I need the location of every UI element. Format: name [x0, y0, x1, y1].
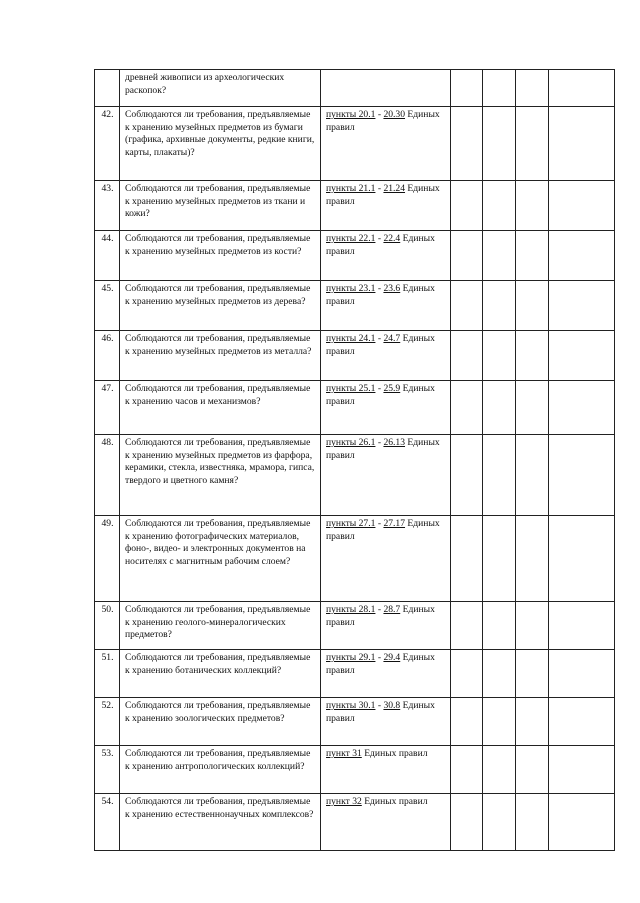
table-row	[95, 231, 615, 281]
answer-cell-no[interactable]	[483, 381, 516, 435]
reference-link[interactable]: 25.9	[383, 383, 401, 394]
row-number: 46.	[95, 331, 120, 381]
reference-link[interactable]: 30.8	[383, 700, 401, 711]
reference-link[interactable]: 22.4	[383, 233, 401, 244]
reference-text: Единых правил	[361, 796, 428, 807]
answer-cell-yes[interactable]	[451, 516, 483, 602]
row-number: 44.	[95, 231, 120, 281]
reference-link[interactable]: пункт 32	[326, 796, 362, 807]
answer-cell-na[interactable]	[516, 516, 549, 602]
reference-text: Единых правил	[326, 183, 440, 207]
regulation-reference	[321, 602, 451, 650]
answer-cell-notes[interactable]	[549, 516, 615, 602]
answer-cell-no[interactable]	[483, 181, 516, 231]
regulation-reference	[321, 70, 451, 107]
answer-cell-no[interactable]	[483, 435, 516, 516]
answer-cell-na[interactable]	[516, 181, 549, 231]
reference-text: -	[375, 333, 384, 344]
table-row	[95, 281, 615, 331]
table-row	[95, 516, 615, 602]
regulation-reference	[321, 698, 451, 746]
row-number: 53.	[95, 746, 120, 794]
question-text: Соблюдаются ли требования, предъявляемые к хранению музейных предметов из кости?	[120, 231, 321, 281]
reference-text: -	[375, 518, 384, 529]
reference-link[interactable]: пункты 26.1	[326, 437, 376, 448]
answer-cell-no[interactable]	[483, 602, 516, 650]
table-row	[95, 698, 615, 746]
checklist-rows	[95, 70, 615, 851]
reference-text: Единых правил	[326, 109, 440, 133]
answer-cell-na[interactable]	[516, 231, 549, 281]
answer-cell-na[interactable]	[516, 381, 549, 435]
answer-cell-na[interactable]	[516, 107, 549, 181]
reference-text: -	[375, 283, 384, 294]
reference-link[interactable]: 21.24	[383, 183, 406, 194]
regulation-reference	[321, 381, 451, 435]
question-text: Соблюдаются ли требования, предъявляемые к хранению музейных предметов из дерева?	[120, 281, 321, 331]
reference-text: -	[375, 233, 384, 244]
answer-cell-na[interactable]	[516, 281, 549, 331]
reference-text: Единых правил	[326, 333, 435, 357]
reference-text: Единых правил	[326, 437, 440, 461]
answer-cell-yes[interactable]	[451, 650, 483, 698]
answer-cell-notes[interactable]	[549, 181, 615, 231]
regulation-reference	[321, 435, 451, 516]
answer-cell-no[interactable]	[483, 746, 516, 794]
answer-cell-notes[interactable]	[549, 281, 615, 331]
reference-text: Единых правил	[326, 518, 440, 542]
reference-text: Единых правил	[361, 748, 428, 759]
regulation-reference	[321, 516, 451, 602]
table-row	[95, 381, 615, 435]
row-number: 52.	[95, 698, 120, 746]
answer-cell-notes[interactable]	[549, 794, 615, 851]
reference-text: -	[375, 109, 384, 120]
reference-link[interactable]: 24.7	[383, 333, 401, 344]
reference-link[interactable]: пункты 30.1	[326, 700, 376, 711]
answer-cell-yes[interactable]	[451, 70, 483, 107]
answer-cell-yes[interactable]	[451, 435, 483, 516]
answer-cell-notes[interactable]	[549, 107, 615, 181]
reference-text: Единых правил	[326, 283, 435, 307]
answer-cell-no[interactable]	[483, 70, 516, 107]
reference-text: Единых правил	[326, 604, 435, 628]
reference-link[interactable]: пункты 22.1	[326, 233, 376, 244]
question-text: Соблюдаются ли требования, предъявляемые к хранению музейных предметов из ткани и кожи?	[120, 181, 321, 231]
question-text: Соблюдаются ли требования, предъявляемые к хранению музейных предметов из фарфора, керамики, стекла, известняка, мрамора, гипса, твердого и цветного камня?	[120, 435, 321, 516]
question-text: Соблюдаются ли требования, предъявляемые к хранению естественнонаучных комплексов?	[120, 794, 321, 851]
row-number: 47.	[95, 381, 120, 435]
reference-link[interactable]: пункты 25.1	[326, 383, 376, 394]
answer-cell-yes[interactable]	[451, 181, 483, 231]
answer-cell-no[interactable]	[483, 281, 516, 331]
checklist-table	[94, 69, 615, 851]
question-text: Соблюдаются ли требования, предъявляемые к хранению антропологических коллекций?	[120, 746, 321, 794]
answer-cell-na[interactable]	[516, 602, 549, 650]
reference-text: -	[375, 183, 384, 194]
table-row	[95, 70, 615, 107]
regulation-reference	[321, 181, 451, 231]
answer-cell-no[interactable]	[483, 650, 516, 698]
table-row	[95, 602, 615, 650]
regulation-reference	[321, 746, 451, 794]
answer-cell-yes[interactable]	[451, 794, 483, 851]
question-text: древней живописи из археологических раскопок?	[120, 70, 321, 107]
question-text: Соблюдаются ли требования, предъявляемые к хранению музейных предметов из металла?	[120, 331, 321, 381]
table-row	[95, 650, 615, 698]
reference-link[interactable]: 28.7	[383, 604, 401, 615]
question-text: Соблюдаются ли требования, предъявляемые к хранению фотографических материалов, фоно-, видео- и электронных документов на носителях с магнитным рабочим слоем?	[120, 516, 321, 602]
answer-cell-yes[interactable]	[451, 602, 483, 650]
reference-link[interactable]: 26.13	[383, 437, 406, 448]
answer-cell-no[interactable]	[483, 331, 516, 381]
answer-cell-na[interactable]	[516, 70, 549, 107]
answer-cell-no[interactable]	[483, 794, 516, 851]
answer-cell-notes[interactable]	[549, 698, 615, 746]
reference-link[interactable]: 29.4	[383, 652, 401, 663]
answer-cell-no[interactable]	[483, 516, 516, 602]
row-number: 54.	[95, 794, 120, 851]
answer-cell-na[interactable]	[516, 746, 549, 794]
reference-link[interactable]: пункты 20.1	[326, 109, 376, 120]
answer-cell-yes[interactable]	[451, 331, 483, 381]
row-number: 48.	[95, 435, 120, 516]
reference-text: -	[375, 383, 384, 394]
question-text: Соблюдаются ли требования, предъявляемые к хранению зоологических предметов?	[120, 698, 321, 746]
table-row	[95, 794, 615, 851]
answer-cell-notes[interactable]	[549, 331, 615, 381]
answer-cell-notes[interactable]	[549, 650, 615, 698]
reference-text: -	[375, 700, 384, 711]
reference-text: -	[375, 437, 384, 448]
answer-cell-yes[interactable]	[451, 107, 483, 181]
answer-cell-no[interactable]	[483, 107, 516, 181]
regulation-reference	[321, 281, 451, 331]
answer-cell-no[interactable]	[483, 231, 516, 281]
reference-link[interactable]: пункты 27.1	[326, 518, 376, 529]
answer-cell-yes[interactable]	[451, 231, 483, 281]
question-text: Соблюдаются ли требования, предъявляемые к хранению ботанических коллекций?	[120, 650, 321, 698]
table-row	[95, 331, 615, 381]
regulation-reference	[321, 231, 451, 281]
reference-link[interactable]: 20.30	[383, 109, 406, 120]
question-text: Соблюдаются ли требования, предъявляемые к хранению часов и механизмов?	[120, 381, 321, 435]
table-row	[95, 435, 615, 516]
question-text: Соблюдаются ли требования, предъявляемые к хранению музейных предметов из бумаги (графика, архивные документы, редкие книги, карты, плакаты)?	[120, 107, 321, 181]
table-row	[95, 181, 615, 231]
row-number: 43.	[95, 181, 120, 231]
row-number: 51.	[95, 650, 120, 698]
reference-text: -	[375, 604, 384, 615]
regulation-reference	[321, 794, 451, 851]
reference-link[interactable]: 23.6	[383, 283, 401, 294]
answer-cell-na[interactable]	[516, 331, 549, 381]
answer-cell-notes[interactable]	[549, 70, 615, 107]
answer-cell-yes[interactable]	[451, 698, 483, 746]
answer-cell-notes[interactable]	[549, 381, 615, 435]
reference-link[interactable]: пункты 23.1	[326, 283, 376, 294]
answer-cell-yes[interactable]	[451, 281, 483, 331]
reference-text: Единых правил	[326, 652, 435, 676]
answer-cell-no[interactable]	[483, 698, 516, 746]
answer-cell-yes[interactable]	[451, 746, 483, 794]
row-number: 49.	[95, 516, 120, 602]
reference-text: -	[375, 652, 384, 663]
answer-cell-notes[interactable]	[549, 231, 615, 281]
row-number: 50.	[95, 602, 120, 650]
answer-cell-notes[interactable]	[549, 435, 615, 516]
regulation-reference	[321, 331, 451, 381]
answer-cell-na[interactable]	[516, 435, 549, 516]
row-number: 42.	[95, 107, 120, 181]
table-row	[95, 107, 615, 181]
reference-text: Единых правил	[326, 700, 435, 724]
row-number	[95, 70, 120, 107]
reference-link[interactable]: пункты 24.1	[326, 333, 376, 344]
answer-cell-na[interactable]	[516, 698, 549, 746]
regulation-reference	[321, 107, 451, 181]
table-row	[95, 746, 615, 794]
reference-text: Единых правил	[326, 383, 435, 407]
answer-cell-na[interactable]	[516, 650, 549, 698]
row-number: 45.	[95, 281, 120, 331]
reference-link[interactable]: пункты 29.1	[326, 652, 376, 663]
question-text: Соблюдаются ли требования, предъявляемые к хранению геолого-минералогических предметов?	[120, 602, 321, 650]
regulation-reference	[321, 650, 451, 698]
reference-link[interactable]: пункты 28.1	[326, 604, 376, 615]
reference-link[interactable]: пункты 21.1	[326, 183, 376, 194]
answer-cell-yes[interactable]	[451, 381, 483, 435]
reference-link[interactable]: пункт 31	[326, 748, 362, 759]
answer-cell-notes[interactable]	[549, 602, 615, 650]
answer-cell-na[interactable]	[516, 794, 549, 851]
answer-cell-notes[interactable]	[549, 746, 615, 794]
reference-link[interactable]: 27.17	[383, 518, 406, 529]
reference-text: Единых правил	[326, 233, 435, 257]
